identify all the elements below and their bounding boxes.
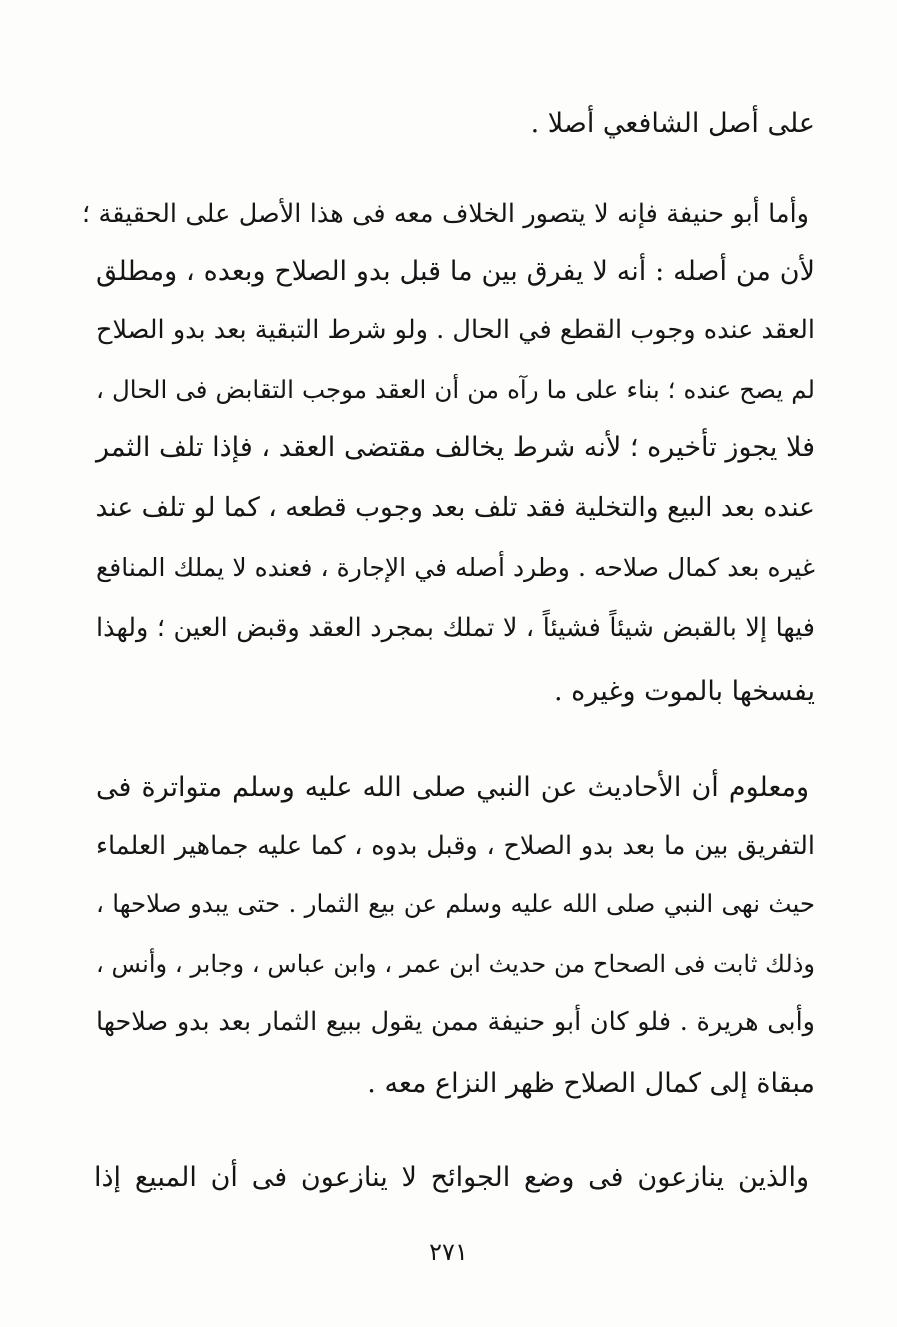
text-line: لم يصح عنده ؛ بناء على ما رآه من أن العقد موجب التقابض فى الحال ،	[96, 375, 815, 404]
page-number: ٢٧١	[429, 1238, 468, 1266]
text-line: والذين ينازعون فى وضع الجوائح لا ينازعون فى أن المبيع إذا	[94, 1162, 809, 1193]
text-line: مبقاة إلى كمال الصلاح ظهر النزاع معه .	[367, 1068, 815, 1099]
text-line: ومعلوم أن الأحاديث عن النبي صلى الله عليه وسلم متواترة فى	[96, 772, 809, 803]
text-line: عنده بعد البيع والتخلية فقد تلف بعد وجوب قطعه ، كما لو تلف عند	[95, 492, 815, 523]
text-line: لأن من أصله : أنه لا يفرق بين ما قبل بدو الصلاح وبعده ، ومطلق	[96, 256, 815, 287]
text-line: وذلك ثابت فى الصحاح من حديث ابن عمر ، وابن عباس ، وجابر ، وأنس ،	[96, 950, 815, 978]
text-line: التفريق بين ما بعد بدو الصلاح ، وقبل بدوه ، كما عليه جماهير العلماء	[96, 831, 815, 861]
text-line: يفسخها بالموت وغيره .	[554, 676, 815, 707]
text-line: العقد عنده وجوب القطع في الحال . ولو شرط التبقية بعد بدو الصلاح	[96, 315, 815, 345]
text-line: حيث نهى النبي صلى الله عليه وسلم عن بيع الثمار . حتى يبدو صلاحها ،	[96, 889, 815, 918]
text-line: وأما أبو حنيفة فإنه لا يتصور الخلاف معه فى هذا الأصل على الحقيقة ؛	[82, 199, 809, 229]
text-line: فيها إلا بالقبض شيئاً فشيئاً ، لا تملك بمجرد العقد وقبض العين ؛ ولهذا	[96, 613, 815, 643]
text-line: وأبى هريرة . فلو كان أبو حنيفة ممن يقول ببيع الثمار بعد بدو صلاحها	[96, 1007, 815, 1037]
text-line: فلا يجوز تأخيره ؛ لأنه شرط يخالف مقتضى العقد ، فإذا تلف الثمر	[96, 432, 815, 463]
text-line: غيره بعد كمال صلاحه . وطرد أصله في الإجارة ، فعنده لا يملك المنافع	[96, 553, 815, 582]
text-line: على أصل الشافعي أصلا .	[530, 108, 815, 139]
